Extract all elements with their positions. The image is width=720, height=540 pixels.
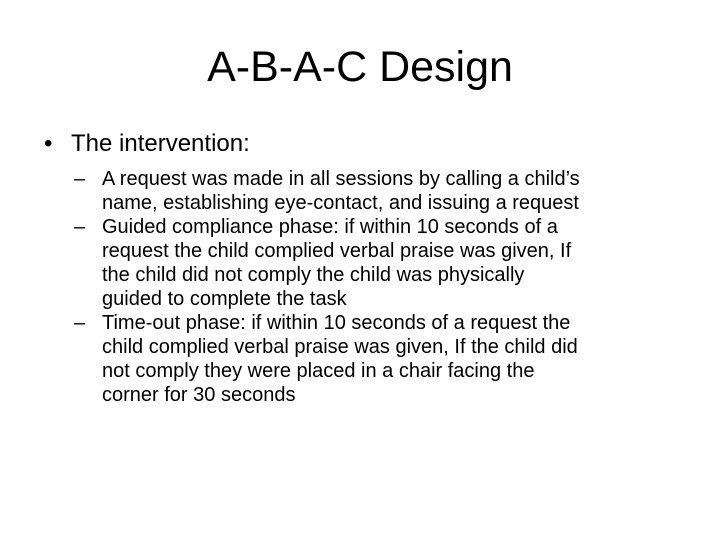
sub-bullet-item bbox=[74, 215, 694, 311]
sub-bullet-list bbox=[74, 167, 694, 407]
sub-bullet-item bbox=[74, 167, 694, 215]
bullet-text: The intervention: bbox=[71, 130, 250, 157]
slide-title: A-B-A-C Design bbox=[207, 43, 513, 91]
sub-bullet-text: A request was made in all sessions by calling a child’s name, establishing eye-contact, and issuing a request bbox=[102, 168, 580, 214]
sub-bullet-text: Guided compliance phase: if within 10 seconds of a request the child complied verbal praise was given, If the child did not comply the child was physically guided to complete the task bbox=[102, 216, 572, 310]
sub-bullet-marker: – bbox=[74, 312, 86, 334]
sub-bullet-item bbox=[74, 311, 694, 407]
sub-bullet-marker: – bbox=[74, 216, 86, 238]
sub-bullet-text: Time-out phase: if within 10 seconds of a request the child complied verbal praise was given, If the child did not comply they were placed in a chair facing the corner for 30 seconds bbox=[102, 312, 578, 406]
bullet-item bbox=[44, 128, 684, 160]
sub-bullet-marker: – bbox=[74, 168, 86, 190]
bullet-marker: • bbox=[44, 130, 53, 157]
